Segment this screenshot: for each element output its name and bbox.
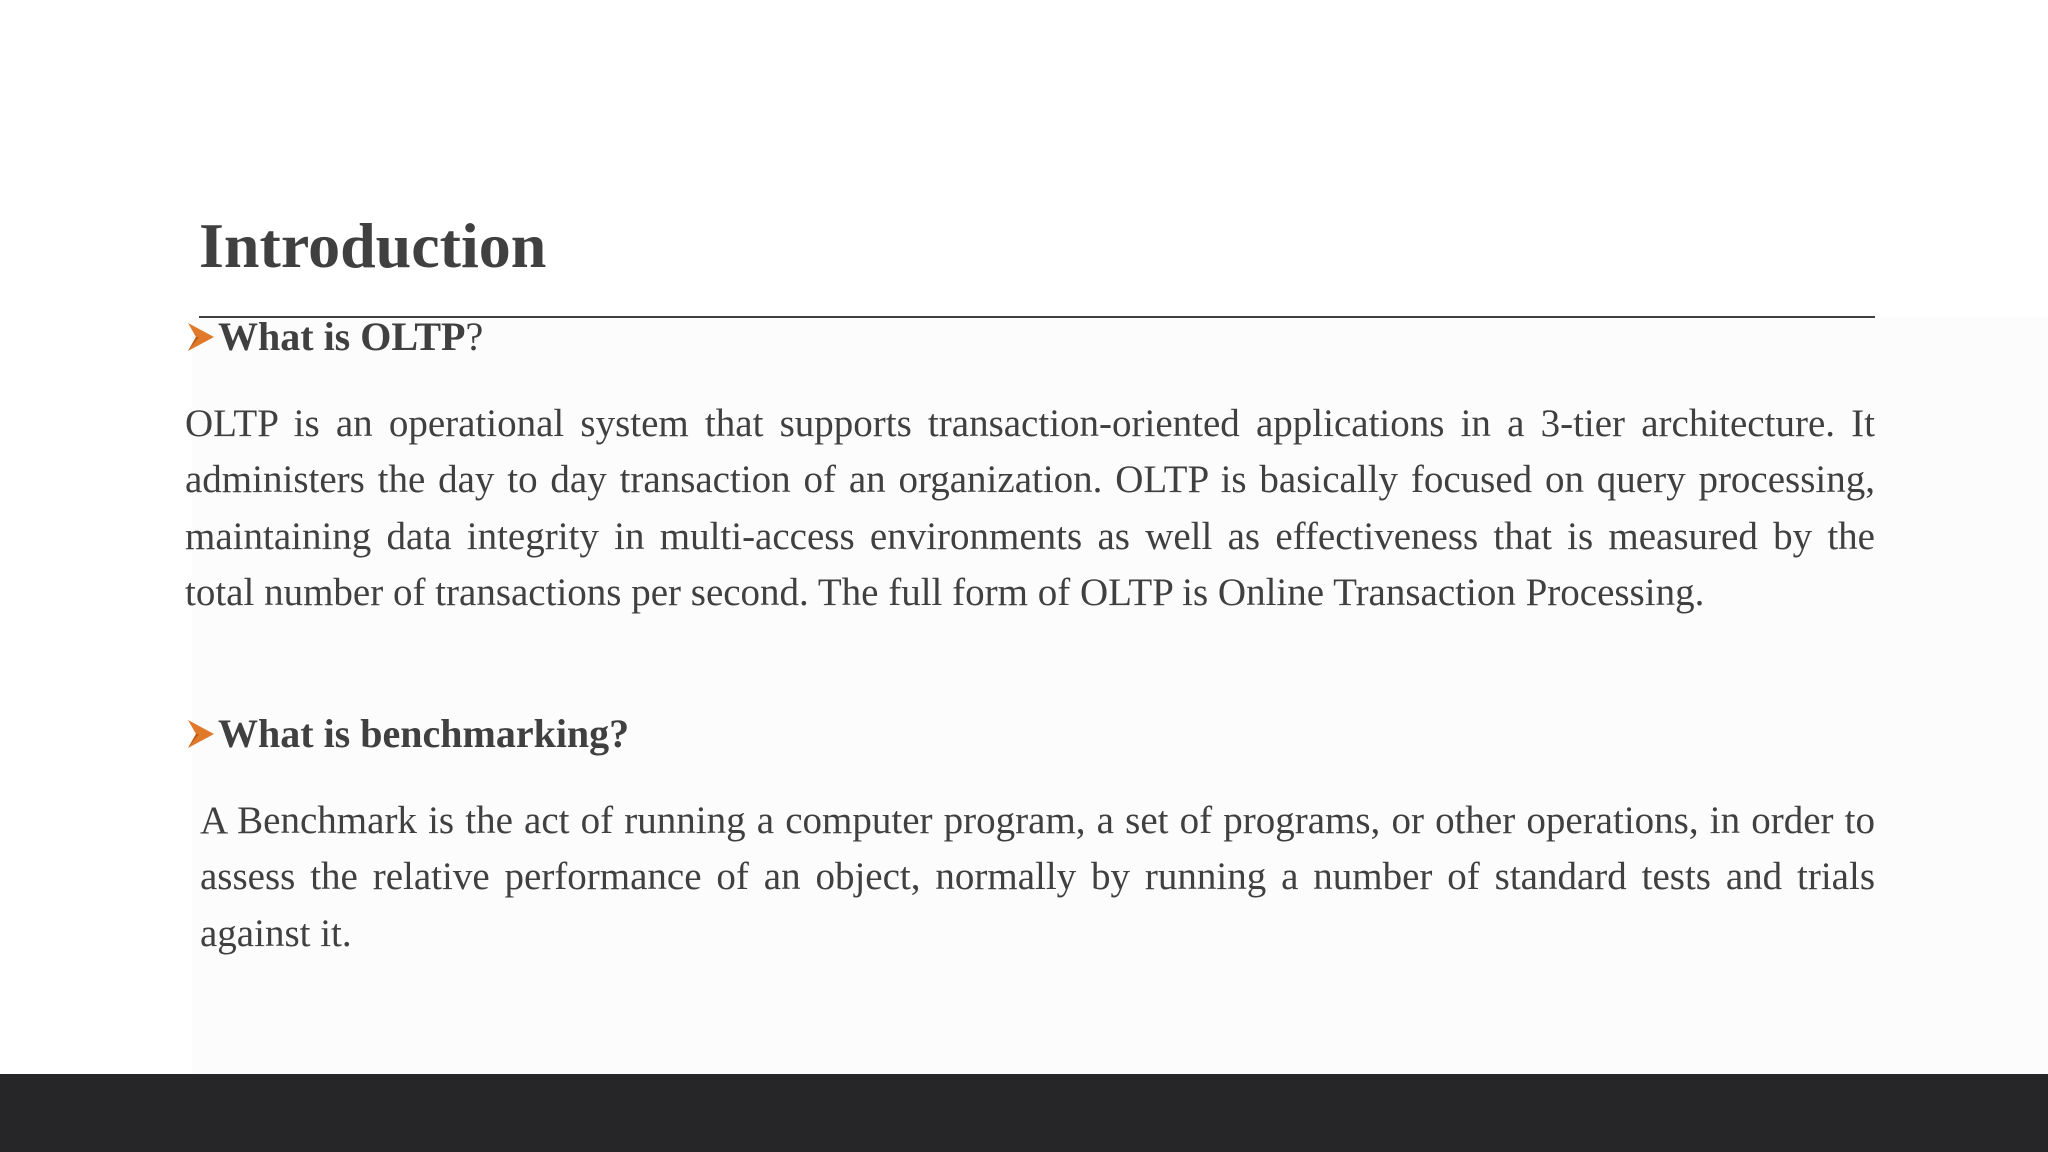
section-heading-oltp xyxy=(186,313,483,361)
arrow-bullet-icon xyxy=(186,717,216,751)
section-body-oltp: OLTP is an operational system that supports transaction-oriented applications in a 3-tier architecture. It administers the day to day transaction of an organization. OLTP is basically focused on query processing, maintaining data integrity in multi-access environments as well as effectiveness that is measured by the total number of transactions per second. The full form of OLTP is Online Transaction Processing. xyxy=(185,402,1875,614)
section-body-benchmarking: A Benchmark is the act of running a computer program, a set of programs, or other operations, in order to assess the relative performance of an object, normally by running a number of standard tests and trials against it. xyxy=(200,799,1875,955)
section-heading-benchmarking xyxy=(186,710,629,758)
arrow-bullet-icon xyxy=(186,320,216,354)
section-heading-label: What is benchmarking? xyxy=(218,711,630,756)
slide-title: Introduction xyxy=(199,210,547,281)
footer-bar xyxy=(0,1074,2048,1152)
section-heading-label: What is OLTP xyxy=(218,314,466,359)
section-heading-suffix: ? xyxy=(465,314,484,359)
